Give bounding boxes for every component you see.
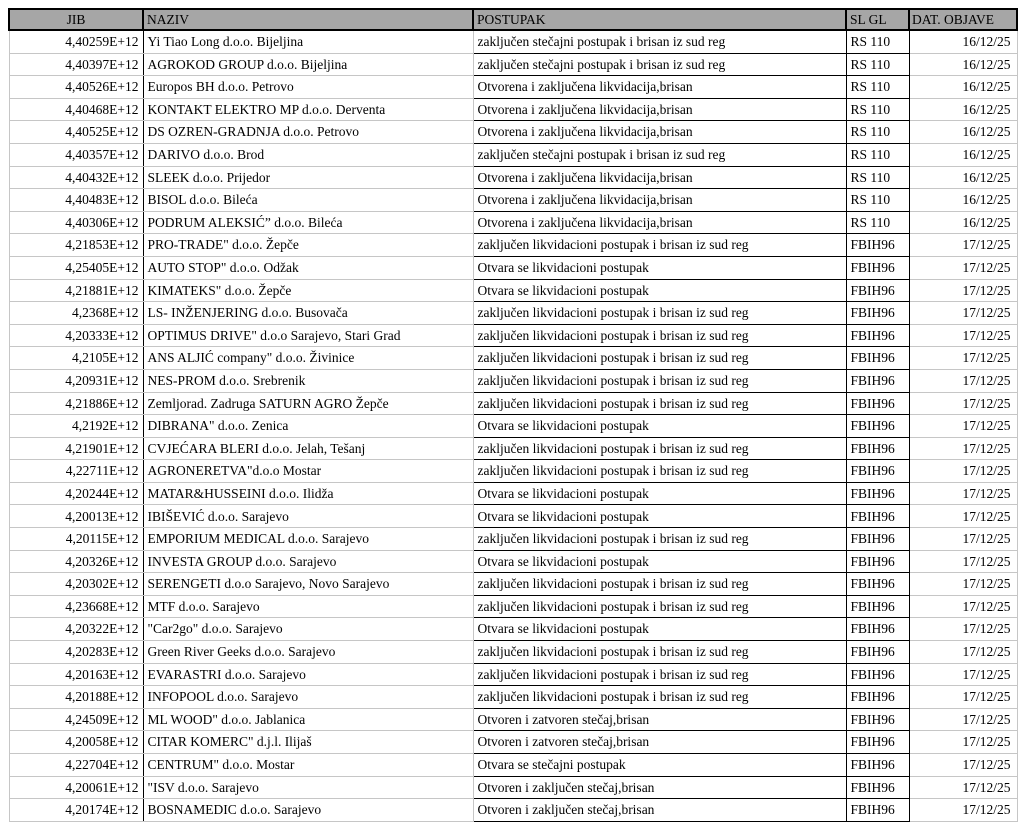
cell-jib: 4,20244E+12 bbox=[9, 482, 143, 505]
cell-jib: 4,20302E+12 bbox=[9, 573, 143, 596]
table-row bbox=[9, 302, 1017, 325]
cell-slgl: RS 110 bbox=[846, 76, 909, 99]
cell-postupak: Otvara se likvidacioni postupak bbox=[473, 415, 846, 438]
cell-naziv: KIMATEKS" d.o.o. Žepče bbox=[143, 279, 473, 302]
cell-jib: 4,40526E+12 bbox=[9, 76, 143, 99]
company-register-sheet bbox=[8, 8, 1018, 822]
cell-naziv: Yi Tiao Long d.o.o. Bijeljina bbox=[143, 30, 473, 53]
cell-jib: 4,20058E+12 bbox=[9, 731, 143, 754]
cell-dat: 17/12/25 bbox=[909, 460, 1017, 483]
cell-naziv: NES-PROM d.o.o. Srebrenik bbox=[143, 369, 473, 392]
cell-postupak: zaključen stečajni postupak i brisan iz sud reg bbox=[473, 53, 846, 76]
cell-slgl: FBIH96 bbox=[846, 595, 909, 618]
cell-postupak: Otvara se likvidacioni postupak bbox=[473, 279, 846, 302]
cell-postupak: zaključen likvidacioni postupak i brisan iz sud reg bbox=[473, 641, 846, 664]
table-row bbox=[9, 754, 1017, 777]
table-row bbox=[9, 98, 1017, 121]
table-row bbox=[9, 279, 1017, 302]
cell-slgl: RS 110 bbox=[846, 98, 909, 121]
cell-naziv: PODRUM ALEKSIĆ” d.o.o. Bileća bbox=[143, 211, 473, 234]
cell-jib: 4,40306E+12 bbox=[9, 211, 143, 234]
table-row bbox=[9, 392, 1017, 415]
cell-postupak: zaključen likvidacioni postupak i brisan iz sud reg bbox=[473, 663, 846, 686]
cell-dat: 17/12/25 bbox=[909, 347, 1017, 370]
table-row bbox=[9, 550, 1017, 573]
cell-slgl: FBIH96 bbox=[846, 369, 909, 392]
cell-dat: 17/12/25 bbox=[909, 369, 1017, 392]
cell-jib: 4,20326E+12 bbox=[9, 550, 143, 573]
cell-naziv: CVJEĆARA BLERI d.o.o. Jelah, Tešanj bbox=[143, 437, 473, 460]
cell-slgl: FBIH96 bbox=[846, 482, 909, 505]
cell-dat: 17/12/25 bbox=[909, 618, 1017, 641]
cell-dat: 16/12/25 bbox=[909, 53, 1017, 76]
cell-postupak: Otvara se stečajni postupak bbox=[473, 754, 846, 777]
cell-naziv: MTF d.o.o. Sarajevo bbox=[143, 595, 473, 618]
cell-dat: 16/12/25 bbox=[909, 143, 1017, 166]
cell-naziv: CENTRUM" d.o.o. Mostar bbox=[143, 754, 473, 777]
cell-slgl: FBIH96 bbox=[846, 437, 909, 460]
cell-dat: 17/12/25 bbox=[909, 595, 1017, 618]
col-header-dat: DAT. OBJAVE bbox=[909, 9, 1017, 30]
table-row bbox=[9, 166, 1017, 189]
cell-postupak: Otvorena i zaključena likvidacija,brisan bbox=[473, 121, 846, 144]
cell-postupak: Otvoren i zatvoren stečaj,brisan bbox=[473, 731, 846, 754]
cell-postupak: Otvorena i zaključena likvidacija,brisan bbox=[473, 166, 846, 189]
table-row bbox=[9, 595, 1017, 618]
cell-postupak: Otvara se likvidacioni postupak bbox=[473, 618, 846, 641]
cell-slgl: FBIH96 bbox=[846, 663, 909, 686]
cell-jib: 4,40259E+12 bbox=[9, 30, 143, 53]
cell-jib: 4,40397E+12 bbox=[9, 53, 143, 76]
cell-dat: 17/12/25 bbox=[909, 482, 1017, 505]
cell-naziv: IBIŠEVIĆ d.o.o. Sarajevo bbox=[143, 505, 473, 528]
cell-jib: 4,23668E+12 bbox=[9, 595, 143, 618]
cell-dat: 17/12/25 bbox=[909, 415, 1017, 438]
cell-dat: 16/12/25 bbox=[909, 30, 1017, 53]
cell-slgl: FBIH96 bbox=[846, 279, 909, 302]
table-row bbox=[9, 437, 1017, 460]
cell-slgl: FBIH96 bbox=[846, 799, 909, 822]
cell-jib: 4,22711E+12 bbox=[9, 460, 143, 483]
cell-naziv: BISOL d.o.o. Bileća bbox=[143, 189, 473, 212]
table-row bbox=[9, 776, 1017, 799]
cell-naziv: "Car2go" d.o.o. Sarajevo bbox=[143, 618, 473, 641]
cell-slgl: FBIH96 bbox=[846, 505, 909, 528]
cell-naziv: CITAR KOMERC" d.j.l. Ilijaš bbox=[143, 731, 473, 754]
cell-dat: 16/12/25 bbox=[909, 98, 1017, 121]
cell-postupak: zaključen likvidacioni postupak i brisan iz sud reg bbox=[473, 595, 846, 618]
cell-dat: 17/12/25 bbox=[909, 324, 1017, 347]
cell-postupak: Otvorena i zaključena likvidacija,brisan bbox=[473, 211, 846, 234]
cell-dat: 17/12/25 bbox=[909, 731, 1017, 754]
table-row bbox=[9, 76, 1017, 99]
cell-slgl: RS 110 bbox=[846, 166, 909, 189]
cell-jib: 4,21886E+12 bbox=[9, 392, 143, 415]
cell-dat: 17/12/25 bbox=[909, 754, 1017, 777]
cell-naziv: AGROKOD GROUP d.o.o. Bijeljina bbox=[143, 53, 473, 76]
cell-dat: 17/12/25 bbox=[909, 776, 1017, 799]
cell-postupak: Otvorena i zaključena likvidacija,brisan bbox=[473, 98, 846, 121]
cell-dat: 16/12/25 bbox=[909, 121, 1017, 144]
cell-jib: 4,2368E+12 bbox=[9, 302, 143, 325]
cell-postupak: zaključen likvidacioni postupak i brisan iz sud reg bbox=[473, 392, 846, 415]
cell-slgl: FBIH96 bbox=[846, 234, 909, 257]
cell-jib: 4,20283E+12 bbox=[9, 641, 143, 664]
cell-dat: 17/12/25 bbox=[909, 279, 1017, 302]
cell-postupak: Otvara se likvidacioni postupak bbox=[473, 550, 846, 573]
cell-postupak: zaključen likvidacioni postupak i brisan iz sud reg bbox=[473, 369, 846, 392]
cell-postupak: zaključen likvidacioni postupak i brisan iz sud reg bbox=[473, 437, 846, 460]
cell-naziv: OPTIMUS DRIVE" d.o.o Sarajevo, Stari Grad bbox=[143, 324, 473, 347]
cell-naziv: DARIVO d.o.o. Brod bbox=[143, 143, 473, 166]
cell-naziv: DS OZREN-GRADNJA d.o.o. Petrovo bbox=[143, 121, 473, 144]
cell-slgl: FBIH96 bbox=[846, 460, 909, 483]
cell-postupak: Otvorena i zaključena likvidacija,brisan bbox=[473, 76, 846, 99]
table-row bbox=[9, 53, 1017, 76]
cell-slgl: RS 110 bbox=[846, 30, 909, 53]
cell-naziv: AGRONERETVA"d.o.o Mostar bbox=[143, 460, 473, 483]
table-row bbox=[9, 30, 1017, 53]
table-body bbox=[9, 30, 1017, 821]
cell-slgl: FBIH96 bbox=[846, 618, 909, 641]
table-row bbox=[9, 189, 1017, 212]
cell-postupak: zaključen likvidacioni postupak i brisan iz sud reg bbox=[473, 686, 846, 709]
cell-slgl: FBIH96 bbox=[846, 302, 909, 325]
cell-naziv: INFOPOOL d.o.o. Sarajevo bbox=[143, 686, 473, 709]
cell-naziv: LS- INŽENJERING d.o.o. Busovača bbox=[143, 302, 473, 325]
cell-naziv: "ISV d.o.o. Sarajevo bbox=[143, 776, 473, 799]
cell-slgl: FBIH96 bbox=[846, 573, 909, 596]
cell-dat: 17/12/25 bbox=[909, 799, 1017, 822]
cell-jib: 4,20174E+12 bbox=[9, 799, 143, 822]
table-row bbox=[9, 460, 1017, 483]
cell-postupak: Otvoren i zaključen stečaj,brisan bbox=[473, 776, 846, 799]
cell-naziv: Green River Geeks d.o.o. Sarajevo bbox=[143, 641, 473, 664]
cell-dat: 17/12/25 bbox=[909, 663, 1017, 686]
cell-postupak: Otvorena i zaključena likvidacija,brisan bbox=[473, 189, 846, 212]
cell-jib: 4,20931E+12 bbox=[9, 369, 143, 392]
table-row bbox=[9, 415, 1017, 438]
cell-naziv: Zemljorad. Zadruga SATURN AGRO Žepče bbox=[143, 392, 473, 415]
table-row bbox=[9, 324, 1017, 347]
cell-jib: 4,20061E+12 bbox=[9, 776, 143, 799]
cell-dat: 16/12/25 bbox=[909, 189, 1017, 212]
cell-slgl: FBIH96 bbox=[846, 754, 909, 777]
cell-naziv: AUTO STOP" d.o.o. Odžak bbox=[143, 256, 473, 279]
cell-jib: 4,21881E+12 bbox=[9, 279, 143, 302]
cell-jib: 4,20322E+12 bbox=[9, 618, 143, 641]
cell-jib: 4,24509E+12 bbox=[9, 708, 143, 731]
cell-postupak: zaključen likvidacioni postupak i brisan iz sud reg bbox=[473, 528, 846, 551]
cell-postupak: zaključen likvidacioni postupak i brisan iz sud reg bbox=[473, 324, 846, 347]
cell-dat: 16/12/25 bbox=[909, 211, 1017, 234]
cell-slgl: RS 110 bbox=[846, 143, 909, 166]
cell-slgl: RS 110 bbox=[846, 53, 909, 76]
cell-naziv: SLEEK d.o.o. Prijedor bbox=[143, 166, 473, 189]
cell-postupak: zaključen likvidacioni postupak i brisan iz sud reg bbox=[473, 460, 846, 483]
cell-postupak: zaključen likvidacioni postupak i brisan iz sud reg bbox=[473, 573, 846, 596]
company-register-table bbox=[8, 8, 1018, 822]
cell-jib: 4,21853E+12 bbox=[9, 234, 143, 257]
cell-jib: 4,40357E+12 bbox=[9, 143, 143, 166]
cell-jib: 4,20188E+12 bbox=[9, 686, 143, 709]
table-row bbox=[9, 256, 1017, 279]
cell-naziv: KONTAKT ELEKTRO MP d.o.o. Derventa bbox=[143, 98, 473, 121]
col-header-naziv: NAZIV bbox=[143, 9, 473, 30]
cell-jib: 4,20115E+12 bbox=[9, 528, 143, 551]
cell-postupak: zaključen likvidacioni postupak i brisan iz sud reg bbox=[473, 302, 846, 325]
table-row bbox=[9, 618, 1017, 641]
col-header-jib: JIB bbox=[9, 9, 143, 30]
table-row bbox=[9, 143, 1017, 166]
cell-jib: 4,2192E+12 bbox=[9, 415, 143, 438]
cell-slgl: FBIH96 bbox=[846, 256, 909, 279]
cell-slgl: FBIH96 bbox=[846, 708, 909, 731]
table-row bbox=[9, 528, 1017, 551]
table-row bbox=[9, 799, 1017, 822]
table-row bbox=[9, 641, 1017, 664]
cell-dat: 17/12/25 bbox=[909, 234, 1017, 257]
table-row bbox=[9, 347, 1017, 370]
cell-dat: 17/12/25 bbox=[909, 708, 1017, 731]
cell-jib: 4,20013E+12 bbox=[9, 505, 143, 528]
cell-slgl: FBIH96 bbox=[846, 528, 909, 551]
table-row bbox=[9, 211, 1017, 234]
cell-jib: 4,40483E+12 bbox=[9, 189, 143, 212]
cell-postupak: Otvoren i zaključen stečaj,brisan bbox=[473, 799, 846, 822]
cell-jib: 4,21901E+12 bbox=[9, 437, 143, 460]
cell-slgl: FBIH96 bbox=[846, 686, 909, 709]
cell-slgl: FBIH96 bbox=[846, 324, 909, 347]
table-row bbox=[9, 121, 1017, 144]
cell-jib: 4,40468E+12 bbox=[9, 98, 143, 121]
cell-jib: 4,40525E+12 bbox=[9, 121, 143, 144]
cell-naziv: SERENGETI d.o.o Sarajevo, Novo Sarajevo bbox=[143, 573, 473, 596]
cell-postupak: zaključen stečajni postupak i brisan iz sud reg bbox=[473, 143, 846, 166]
cell-postupak: Otvara se likvidacioni postupak bbox=[473, 256, 846, 279]
table-row bbox=[9, 731, 1017, 754]
cell-dat: 17/12/25 bbox=[909, 505, 1017, 528]
cell-jib: 4,25405E+12 bbox=[9, 256, 143, 279]
cell-postupak: zaključen stečajni postupak i brisan iz sud reg bbox=[473, 30, 846, 53]
cell-dat: 17/12/25 bbox=[909, 256, 1017, 279]
cell-naziv: PRO-TRADE" d.o.o. Žepče bbox=[143, 234, 473, 257]
header-row bbox=[9, 9, 1017, 30]
cell-slgl: FBIH96 bbox=[846, 731, 909, 754]
cell-slgl: FBIH96 bbox=[846, 776, 909, 799]
cell-slgl: FBIH96 bbox=[846, 550, 909, 573]
cell-naziv: ANS ALJIĆ company" d.o.o. Živinice bbox=[143, 347, 473, 370]
cell-postupak: Otvara se likvidacioni postupak bbox=[473, 482, 846, 505]
table-row bbox=[9, 663, 1017, 686]
cell-jib: 4,20163E+12 bbox=[9, 663, 143, 686]
cell-dat: 17/12/25 bbox=[909, 550, 1017, 573]
cell-dat: 17/12/25 bbox=[909, 528, 1017, 551]
cell-naziv: BOSNAMEDIC d.o.o. Sarajevo bbox=[143, 799, 473, 822]
cell-dat: 17/12/25 bbox=[909, 573, 1017, 596]
cell-slgl: FBIH96 bbox=[846, 392, 909, 415]
cell-jib: 4,2105E+12 bbox=[9, 347, 143, 370]
cell-dat: 17/12/25 bbox=[909, 641, 1017, 664]
cell-dat: 17/12/25 bbox=[909, 437, 1017, 460]
table-row bbox=[9, 234, 1017, 257]
cell-slgl: RS 110 bbox=[846, 189, 909, 212]
cell-naziv: MATAR&HUSSEINI d.o.o. Ilidža bbox=[143, 482, 473, 505]
cell-naziv: INVESTA GROUP d.o.o. Sarajevo bbox=[143, 550, 473, 573]
cell-postupak: Otvara se likvidacioni postupak bbox=[473, 505, 846, 528]
cell-slgl: FBIH96 bbox=[846, 347, 909, 370]
table-row bbox=[9, 708, 1017, 731]
cell-jib: 4,40432E+12 bbox=[9, 166, 143, 189]
col-header-postupak: POSTUPAK bbox=[473, 9, 846, 30]
table-row bbox=[9, 482, 1017, 505]
cell-dat: 17/12/25 bbox=[909, 392, 1017, 415]
cell-naziv: EVARASTRI d.o.o. Sarajevo bbox=[143, 663, 473, 686]
cell-slgl: FBIH96 bbox=[846, 415, 909, 438]
cell-dat: 17/12/25 bbox=[909, 686, 1017, 709]
cell-dat: 16/12/25 bbox=[909, 166, 1017, 189]
table-row bbox=[9, 369, 1017, 392]
cell-slgl: FBIH96 bbox=[846, 641, 909, 664]
cell-postupak: zaključen likvidacioni postupak i brisan iz sud reg bbox=[473, 347, 846, 370]
cell-dat: 17/12/25 bbox=[909, 302, 1017, 325]
cell-naziv: ML WOOD" d.o.o. Jablanica bbox=[143, 708, 473, 731]
cell-naziv: DIBRANA" d.o.o. Zenica bbox=[143, 415, 473, 438]
cell-slgl: RS 110 bbox=[846, 211, 909, 234]
cell-naziv: Europos BH d.o.o. Petrovo bbox=[143, 76, 473, 99]
table-row bbox=[9, 686, 1017, 709]
cell-postupak: Otvoren i zatvoren stečaj,brisan bbox=[473, 708, 846, 731]
cell-jib: 4,22704E+12 bbox=[9, 754, 143, 777]
table-row bbox=[9, 505, 1017, 528]
cell-jib: 4,20333E+12 bbox=[9, 324, 143, 347]
table-row bbox=[9, 573, 1017, 596]
col-header-slgl: SL GL bbox=[846, 9, 909, 30]
cell-postupak: zaključen likvidacioni postupak i brisan iz sud reg bbox=[473, 234, 846, 257]
cell-dat: 16/12/25 bbox=[909, 76, 1017, 99]
cell-slgl: RS 110 bbox=[846, 121, 909, 144]
cell-naziv: EMPORIUM MEDICAL d.o.o. Sarajevo bbox=[143, 528, 473, 551]
